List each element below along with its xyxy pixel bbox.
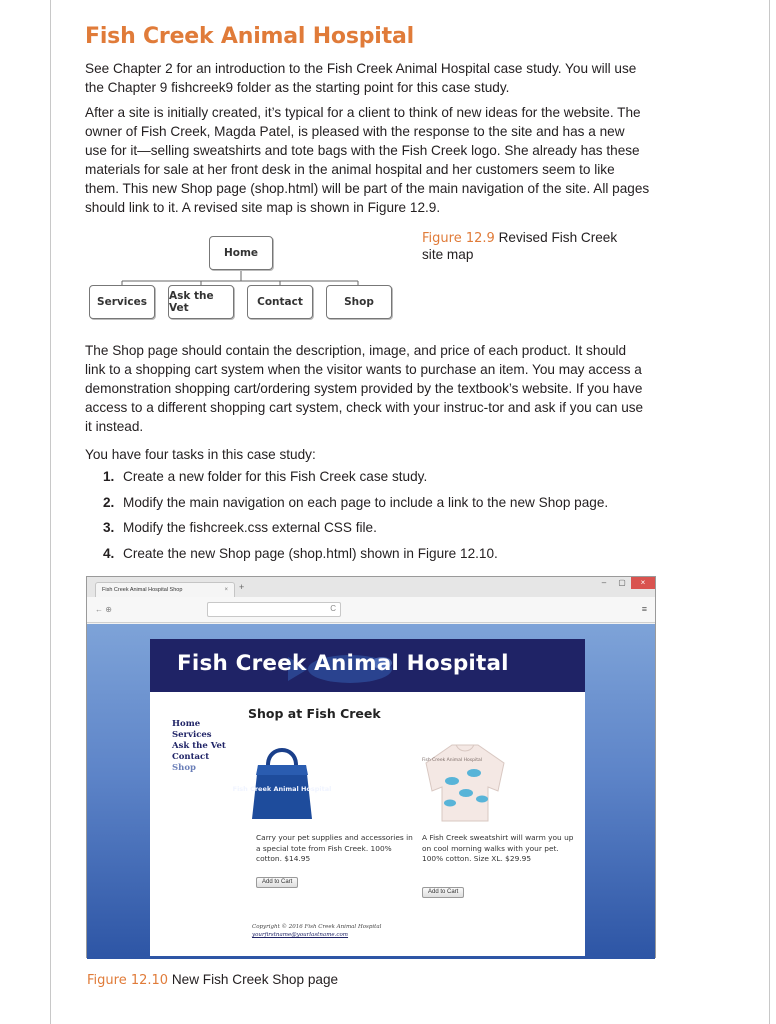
page-margin-rule-left xyxy=(50,0,51,1024)
maximize-icon[interactable]: ▢ xyxy=(618,578,626,587)
tasks-intro: You have four tasks in this case study: xyxy=(85,447,316,462)
shop-page-paragraph: The Shop page should contain the description, image, and price of each product. It should link to a shopping cart system when the visitor wants to purchase an item. You may access a demonstration shopping cart/ordering system provided by the textbook’s website. If you have access to a different shopping cart system, check with your instruc-tor and ask if you can use it instead. xyxy=(85,343,644,434)
browser-nav-bar xyxy=(87,597,655,623)
site-nav-services[interactable]: Services xyxy=(172,730,212,740)
site-map-node-contact: Contact xyxy=(247,285,313,319)
task-text: Modify the fishcreek.css external CSS file. xyxy=(123,520,377,535)
browser-screenshot xyxy=(86,576,656,958)
figure-12-9-text: Revised Fish Creek site map xyxy=(422,230,618,262)
task-number: 1. xyxy=(103,469,115,484)
task-item xyxy=(103,544,663,570)
intro-paragraph: See Chapter 2 for an introduction to the Fish Creek Animal Hospital case study. You will use the Chapter 9 fishcreek9 folder as the starting point for this case study. xyxy=(85,61,637,95)
close-window-icon[interactable]: × xyxy=(631,577,655,589)
tote-bag-image xyxy=(232,739,332,821)
footer-email-link[interactable]: yourfirstname@yourlastname.com xyxy=(252,932,349,938)
section-title: Fish Creek Animal Hospital xyxy=(85,24,414,49)
task-list xyxy=(103,467,663,569)
site-map-node-home: Home xyxy=(209,236,273,270)
tote-description: Carry your pet supplies and accessories in a special tote from Fish Creek. 100% cotton. $14.95 xyxy=(256,833,413,863)
page-margin-rule-right xyxy=(769,0,770,1024)
footer-copyright: Copyright © 2016 Fish Creek Animal Hospital xyxy=(252,924,382,930)
reload-icon[interactable]: C xyxy=(330,604,336,613)
shop-page xyxy=(150,639,585,956)
figure-12-10-label: Figure 12.10 xyxy=(87,973,169,988)
site-map-diagram xyxy=(85,234,405,324)
figure-12-9-label: Figure 12.9 xyxy=(422,231,495,246)
browser-tab[interactable] xyxy=(95,582,235,597)
task-number: 4. xyxy=(103,545,115,561)
site-header xyxy=(150,639,585,692)
task-text: Modify the main navigation on each page to include a link to the new Shop page. xyxy=(123,494,609,510)
task-text: Create the new Shop page (shop.html) shown in Figure 12.10. xyxy=(123,545,498,561)
site-main-nav xyxy=(172,719,226,774)
new-tab-icon[interactable]: + xyxy=(239,582,245,592)
shop-heading: Shop at Fish Creek xyxy=(248,706,381,721)
figure-12-10-text: New Fish Creek Shop page xyxy=(171,972,339,987)
sweatshirt-logo-line-1: Fish Creek Animal Hospital xyxy=(422,758,482,763)
window-controls xyxy=(595,577,655,589)
site-nav-home[interactable]: Home xyxy=(172,719,201,729)
site-nav-contact[interactable]: Contact xyxy=(172,752,210,762)
client-ideas-paragraph: After a site is initially created, it’s typical for a client to think of new ideas for the website. The owner of Fish Creek, Magda Patel, is pleased with the response to the site and has a new use for it—selling sweatshirts and tote bags with the Fish Creek logo. She already has these materials for sale at her front desk in the animal hospital and her customers seem to like them. This new Shop page (shop.html) will be part of the main navigation of the site. All pages should link to it. A revised site map is shown in Figure 12.9. xyxy=(85,105,650,215)
task-text: Create a new folder for this Fish Creek case study. xyxy=(123,469,428,484)
back-icon[interactable]: ← ⊕ xyxy=(95,605,112,614)
browser-viewport xyxy=(87,624,655,959)
site-map-node-ask-the-vet: Ask the Vet xyxy=(168,285,234,319)
add-to-cart-button-tote[interactable]: Add to Cart xyxy=(256,877,298,888)
tote-logo-line-1: Fish Creek Animal Hospital xyxy=(232,785,332,793)
task-item xyxy=(103,467,663,493)
address-bar[interactable] xyxy=(207,602,341,617)
minimize-icon[interactable]: – xyxy=(601,578,607,587)
figure-12-10-caption xyxy=(87,972,487,989)
site-map-node-services: Services xyxy=(89,285,155,319)
sweatshirt-image xyxy=(422,741,508,825)
task-item xyxy=(103,493,663,519)
browser-menu-icon[interactable]: ≡ xyxy=(641,604,647,614)
task-item xyxy=(103,518,663,544)
task-number: 2. xyxy=(103,494,115,510)
task-number: 3. xyxy=(103,520,115,535)
site-footer xyxy=(252,923,472,939)
tab-close-icon[interactable]: × xyxy=(224,587,228,593)
site-nav-ask-the-vet[interactable]: Ask the Vet xyxy=(172,741,226,751)
site-map-node-shop: Shop xyxy=(326,285,392,319)
sweatshirt-description: A Fish Creek sweatshirt will warm you up on cool morning walks with your pet. 100% cotton. Size XL. $29.95 xyxy=(422,833,574,863)
site-nav-shop[interactable]: Shop xyxy=(172,763,196,773)
site-header-title: Fish Creek Animal Hospital xyxy=(177,651,509,676)
browser-tab-title: Fish Creek Animal Hospital Shop xyxy=(102,587,183,593)
browser-tab-bar xyxy=(87,577,655,597)
figure-12-9-caption xyxy=(422,230,632,263)
add-to-cart-button-sweatshirt[interactable]: Add to Cart xyxy=(422,887,464,898)
